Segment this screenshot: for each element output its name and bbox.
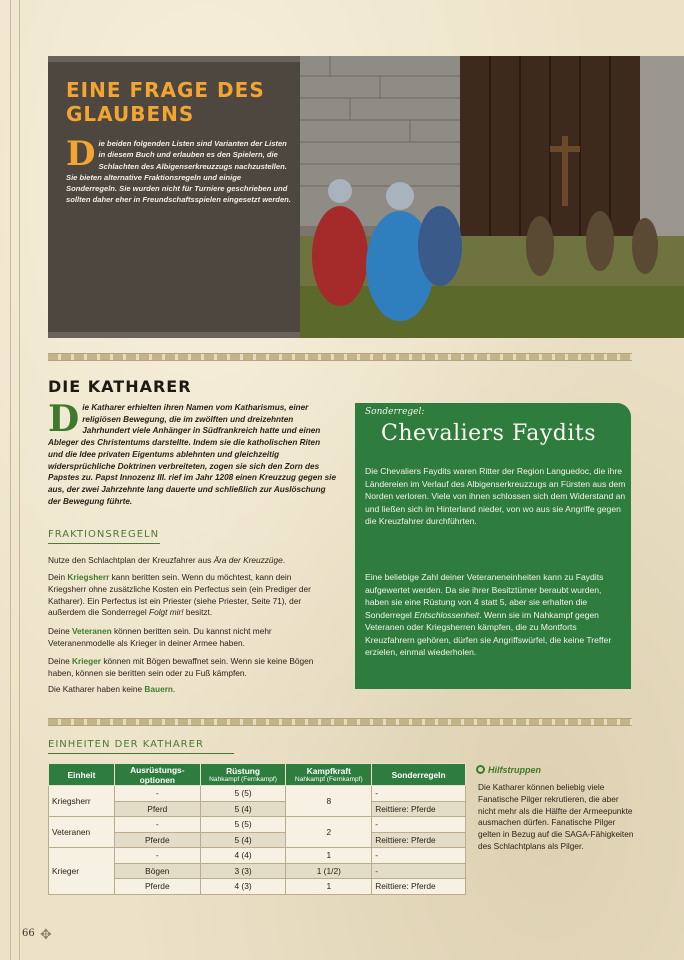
faction-p1-italic: Ära der Kreuzzüge	[213, 555, 283, 565]
cross-ornament-icon: ✥	[40, 926, 52, 942]
helpers-heading	[476, 765, 541, 775]
faction-p2-text-b: kann beritten sein. Wenn du möchtest, kann dein Kriegsherr ohne zusätzliche Kosten ein Perfectus sein (ein Prediger der Katharer). Ein Perfectus ist ein Priester (siehe Priester, Seite 71), der außerdem die Sonderregel	[48, 572, 311, 618]
circle-icon	[476, 765, 485, 774]
rules-cell: Reittiere: Pferde	[372, 801, 466, 817]
rules-cell: Reittiere: Pferde	[372, 879, 466, 895]
special-rule-p2-end: . Wenn sie im Nahkampf gegen Veteranen oder Kriegsherren kämpfen, die zu Montforts Kreuzfahrern gehören, dürfen sie Angriffswürfel, die keine Treffer erzielen, einmal wiederholen.	[365, 609, 612, 657]
unit-cell: Veteranen	[49, 817, 115, 848]
equipment-cell: -	[114, 817, 200, 833]
header-unit: Einheit	[49, 764, 115, 786]
banner-paragraph	[66, 134, 292, 206]
table-header-row	[49, 764, 466, 786]
page-border-rule	[10, 0, 20, 960]
unit-cell: Krieger	[49, 848, 115, 895]
ornamental-divider	[48, 353, 632, 361]
armour-cell: 5 (5)	[200, 817, 286, 833]
banner-dropcap: D	[66, 134, 96, 174]
armour-cell: 3 (3)	[200, 863, 286, 879]
header-combat	[286, 764, 372, 786]
faction-p1-end: .	[282, 555, 286, 565]
faction-p1-text: Nutze den Schlachtplan der Kreuzfahrer aus	[48, 555, 214, 565]
table-row	[49, 786, 466, 802]
armour-cell: 5 (4)	[200, 832, 286, 848]
rules-cell: -	[372, 863, 466, 879]
section-intro-text: ie Katharer erhielten ihren Namen vom Katharismus, einer religiösen Bewegung, die im zwölften und dreizehnten Jahrhundert viele Anhänger in Südfrankreich hatte und einen Ableger des Christentums darstellte. Indem sie die katholischen Riten und die Idee privaten Eigentums ablehnten und gleichzeitig widersprüchliche Doktrinen verbreiteten, zogen sie sich den Zorn des Papstes zu. Papst Innozenz III. rief im Jahr 1208 einen Kreuzzug gegen sie aus, der zwei Jahrzehnte lang dauerte und schließlich zur Auslöschung der Bewegung führte.	[48, 403, 337, 506]
unit-cell: Kriegsherr	[49, 786, 115, 817]
equipment-cell: Pferd	[114, 801, 200, 817]
units-heading: EINHEITEN DER KATHARER	[48, 739, 234, 754]
header-armour	[200, 764, 286, 786]
helpers-text: Die Katharer können beliebig viele Fanatische Pilger rekrutieren, die aber nicht mehr als die Hälfte der Armeepunkte ausmachen dürfen. Fanatische Pilger gelten in Bezug auf die SAGA-Fähigkeiten des Schlachtplans als Pilger.	[478, 782, 634, 851]
special-rule-title: Chevaliers Faydits	[381, 421, 597, 446]
faction-p2-keyword: Kriegsherr	[67, 572, 110, 582]
faction-rules-heading: FRAKTIONSREGELN	[48, 529, 160, 544]
table-row	[49, 848, 466, 864]
faction-p2-end: besitzt.	[183, 607, 213, 618]
faction-paragraph-2	[48, 572, 330, 619]
equipment-cell: Pferde	[114, 879, 200, 895]
helpers-heading-text: Hilfstruppen	[488, 765, 541, 775]
section-title: DIE KATHARER	[48, 377, 192, 396]
header-combat-sub: Nahkampf (Fernkampf)	[294, 776, 363, 783]
special-rule-label: Sonderregel:	[365, 407, 425, 417]
header-armour-sub: Nahkampf (Fernkampf)	[209, 776, 277, 783]
faction-paragraph-3	[48, 626, 330, 650]
units-table	[48, 763, 466, 895]
special-rule-paragraph-1: Die Chevaliers Faydits waren Ritter der Region Languedoc, die ihre Ländereien im Verlauf des Albigenserkreuzzugs an Fürsten aus dem Norden verloren. Viele von ihnen schlossen sich dem Widerstand an und ließen sich im Hinterland nieder, von wo aus sie Angriffe gegen die Kreuzfahrer durchführten.	[365, 466, 626, 526]
section-dropcap: D	[48, 398, 80, 440]
faction-p3-keyword: Veteranen	[71, 626, 112, 636]
rules-cell: -	[372, 848, 466, 864]
page-number: 66	[22, 928, 35, 939]
equipment-cell: Pferde	[114, 832, 200, 848]
photo-illustration	[300, 56, 684, 338]
banner-title: EINE FRAGE DES GLAUBENS	[66, 78, 265, 126]
header-equipment: Ausrüstungs-optionen	[114, 764, 200, 786]
section-intro	[48, 398, 337, 507]
faction-p3-text: Deine	[48, 626, 72, 636]
armour-cell: 4 (4)	[200, 848, 286, 864]
faction-p5-end: .	[173, 684, 176, 694]
special-rule-p2-italic: Entschlossenheit	[414, 609, 480, 620]
header-combat-label: Kampfkraft	[306, 766, 351, 776]
combat-cell: 8	[286, 786, 372, 817]
combat-cell: 1	[286, 848, 372, 864]
equipment-cell: Bögen	[114, 863, 200, 879]
armour-cell: 5 (4)	[200, 801, 286, 817]
equipment-cell: -	[114, 786, 200, 802]
combat-cell: 2	[286, 817, 372, 848]
faction-p4-text: Deine	[48, 656, 72, 666]
armour-cell: 4 (3)	[200, 879, 286, 895]
equipment-cell: -	[114, 848, 200, 864]
faction-p3-text-b: können beritten sein. Du kannst nicht mehr Veteranenmodelle als Krieger in deiner Armee haben.	[48, 626, 272, 648]
faction-paragraph-5	[48, 684, 330, 696]
faction-p2-text: Dein	[48, 572, 68, 582]
table-row	[49, 817, 466, 833]
faction-p2-italic: Folgt mir!	[149, 607, 184, 618]
rules-cell: -	[372, 786, 466, 802]
faction-p5-keyword: Bauern	[144, 684, 173, 694]
faction-p4-text-b: können mit Bögen bewaffnet sein. Wenn sie keine Bögen haben, können sie beritten sein oder zu Fuß kämpfen.	[48, 656, 314, 678]
special-rule-p2-text: Eine beliebige Zahl deiner Veteraneneinheiten kann zu Faydits aufgewertet werden. Da sie ihrer Besitztümer beraubt wurden, haben sie eine Rüstung von 4 statt 5, aber sie erhalten die Sonderregel	[365, 572, 604, 620]
combat-cell: 1 (1/2)	[286, 863, 372, 879]
miniatures-photo	[300, 56, 684, 338]
special-rule-box	[355, 403, 631, 689]
combat-cell: 1	[286, 879, 372, 895]
header-armour-label: Rüstung	[226, 766, 261, 776]
header-rules: Sonderregeln	[372, 764, 466, 786]
special-rule-paragraph-2	[365, 571, 627, 659]
faction-p5-text: Die Katharer haben keine	[48, 684, 145, 694]
banner-text-box	[48, 56, 300, 338]
faction-paragraph-1	[48, 555, 330, 567]
faction-paragraph-4	[48, 656, 330, 680]
header-banner	[48, 56, 684, 338]
rules-cell: -	[372, 817, 466, 833]
banner-text: ie beiden folgenden Listen sind Varianten der Listen in diesem Buch und erlauben es den Spielern, die Schlachten des Albigenserkreuzzugs nachzustellen. Sie bieten alternative Fraktionsregeln und einige Sonderregeln. Sie wurden nicht für Turniere geschrieben und sollten daher eher in Freundschaftsspielen eingesetzt werden.	[66, 139, 291, 205]
rules-cell: Reittiere: Pferde	[372, 832, 466, 848]
ornamental-divider-2	[48, 718, 632, 726]
faction-p4-keyword: Krieger	[71, 656, 102, 666]
armour-cell: 5 (5)	[200, 786, 286, 802]
